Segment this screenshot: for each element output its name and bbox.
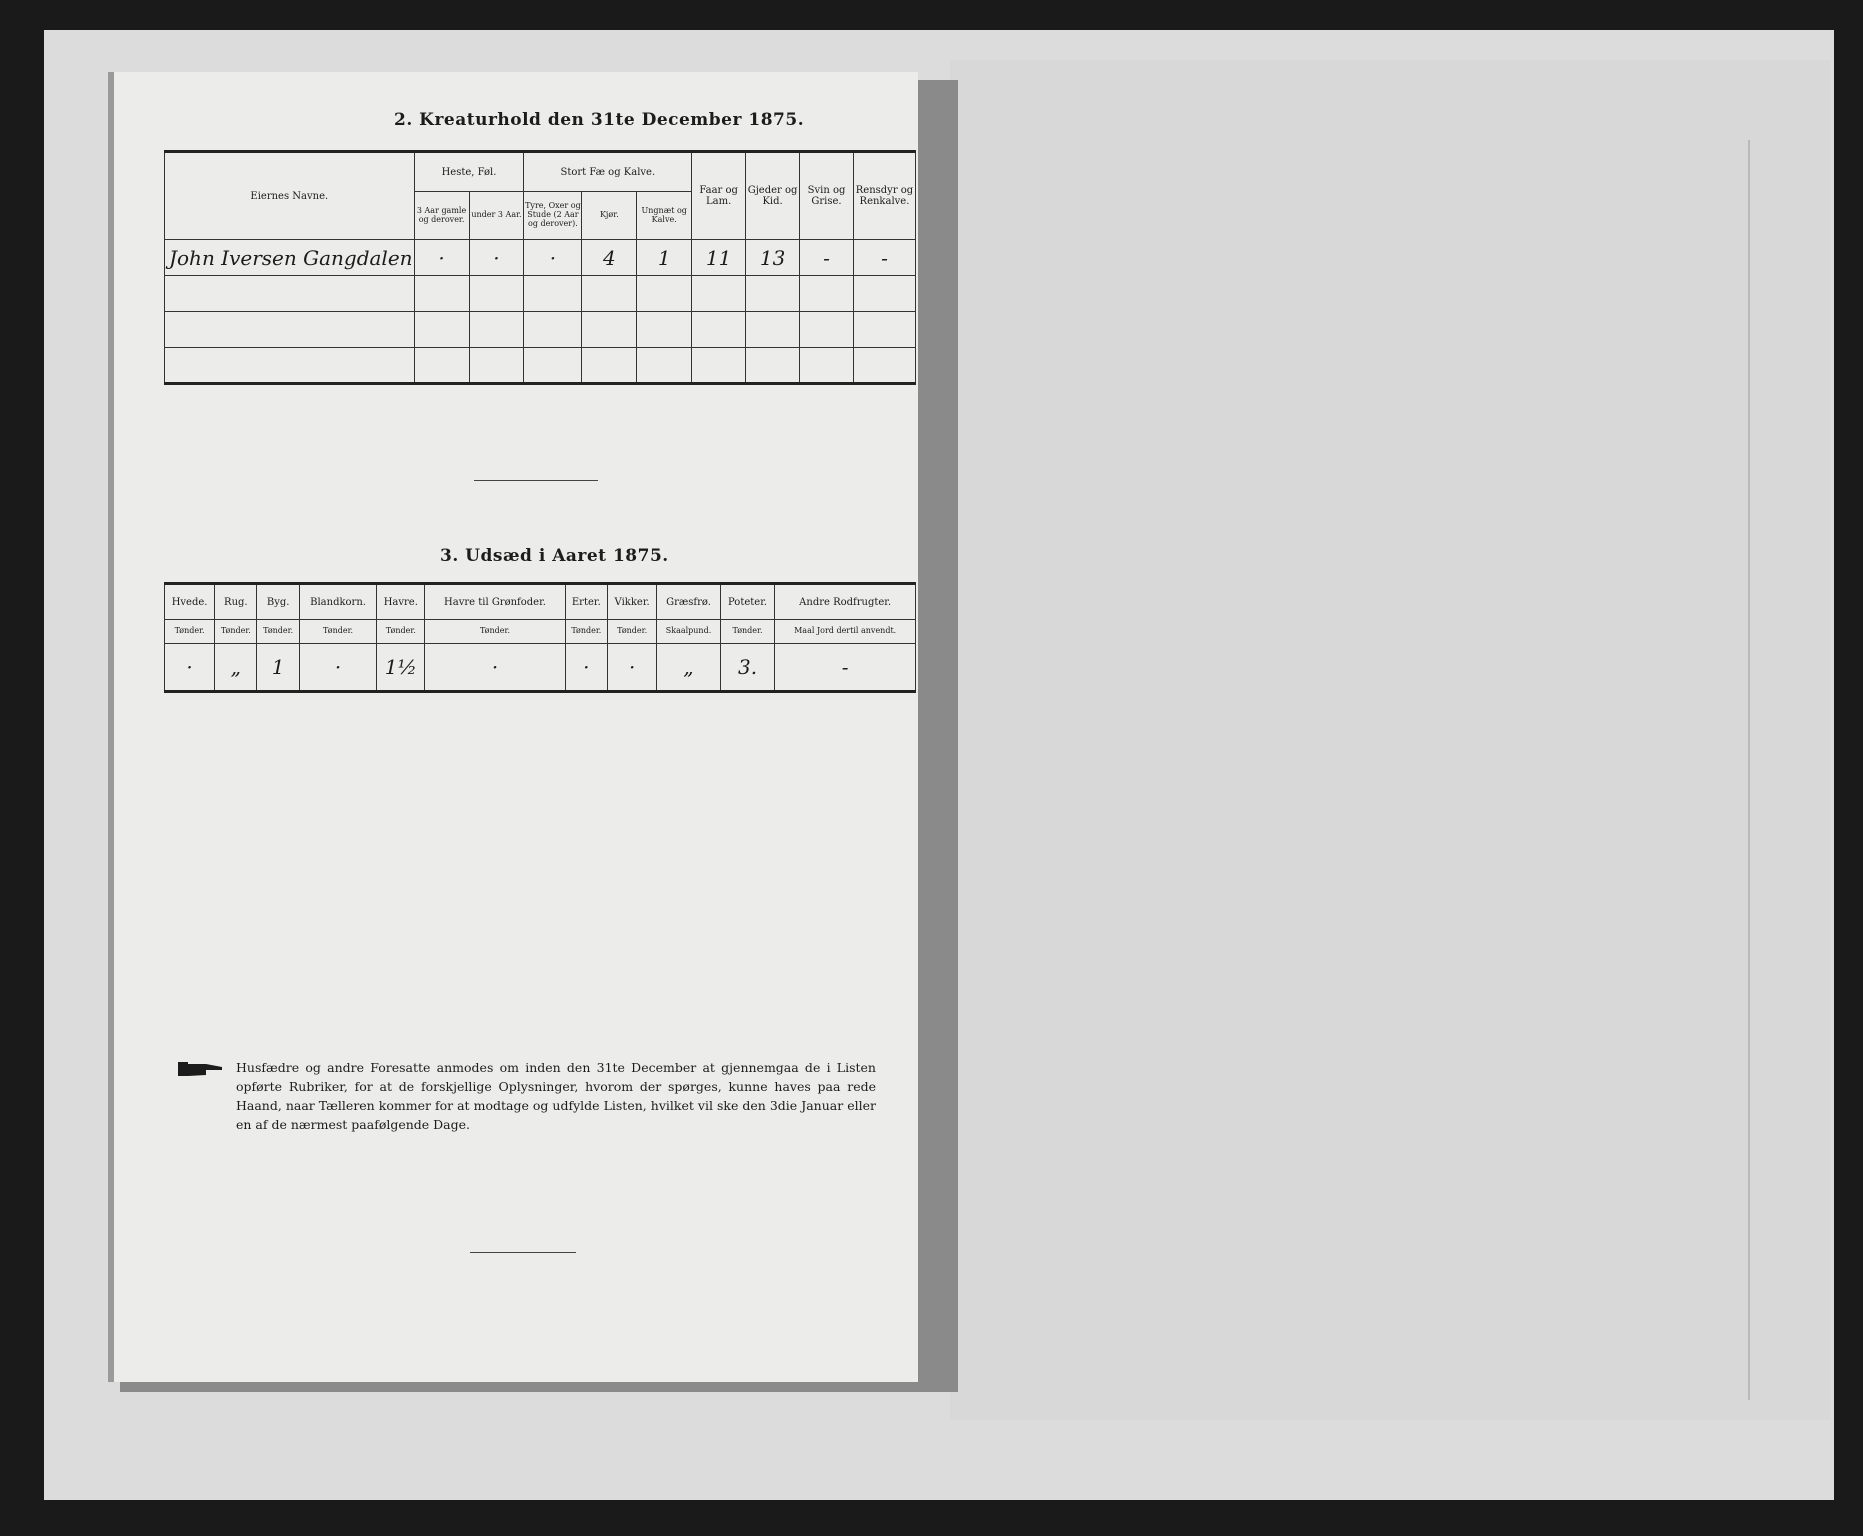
grass-seed-value: „ — [657, 644, 720, 692]
oats-value: 1½ — [377, 644, 425, 692]
cattle-group-header: Stort Fæ og Kalve. — [524, 152, 692, 192]
reindeer-header: Rensdyr og Renkalve. — [853, 152, 915, 240]
wheat-value: · — [165, 644, 215, 692]
empty-row — [165, 312, 916, 348]
notice-text: Husfædre og andre Foresatte anmodes om inden den 31te December at gjennemgaa de i Listen opførte Rubriker, for at de forskjellige Oplysninger, hvorom der spørges, kunne haves paa rede Haand, naar Tælleren kommer for at modtage og udfylde Listen, hvilket vil ske den 3die Januar eller en af de nærmest paafølgende Dage. — [236, 1060, 876, 1132]
horses-old-header: 3 Aar gamle og derover. — [414, 192, 469, 240]
census-form-page — [108, 72, 918, 1382]
livestock-table — [164, 150, 916, 385]
unit-label: Maal Jord dertil anvendt. — [775, 620, 916, 644]
vetch-header: Vikker. — [607, 584, 656, 620]
reindeer-cell: - — [853, 240, 915, 276]
green-fodder-oats-header: Havre til Grønfoder. — [425, 584, 565, 620]
grass-seed-header: Græsfrø. — [657, 584, 720, 620]
section2-title: 2. Kreaturhold den 31te December 1875. — [394, 110, 805, 130]
rye-header: Rug. — [215, 584, 257, 620]
section3-title: 3. Udsæd i Aaret 1875. — [440, 546, 669, 566]
cows-header: Kjør. — [582, 192, 637, 240]
sheep-header: Faar og Lam. — [692, 152, 746, 240]
peas-value: · — [565, 644, 607, 692]
unit-label: Skaalpund. — [657, 620, 720, 644]
closing-separator-line — [470, 1252, 576, 1253]
potatoes-value: 3. — [720, 644, 775, 692]
unit-label: Tønder. — [425, 620, 565, 644]
blank-right-page — [950, 60, 1830, 1420]
oats-header: Havre. — [377, 584, 425, 620]
horses-old-cell: · — [414, 240, 469, 276]
owner-cell: John Iversen Gangdalen — [165, 240, 415, 276]
pointing-hand-icon — [176, 1058, 226, 1080]
separator-line — [474, 480, 598, 481]
empty-row — [165, 348, 916, 384]
green-fodder-oats-value: · — [425, 644, 565, 692]
pigs-cell: - — [800, 240, 854, 276]
wheat-header: Hvede. — [165, 584, 215, 620]
peas-header: Erter. — [565, 584, 607, 620]
bulls-header: Tyre, Oxer og Stude (2 Aar og derover). — [524, 192, 582, 240]
unit-label: Tønder. — [720, 620, 775, 644]
root-crops-header: Andre Rodfrugter. — [775, 584, 916, 620]
sowing-unit-row — [165, 620, 916, 644]
young-cattle-header: Ungnæt og Kalve. — [637, 192, 692, 240]
owner-header: Eiernes Navne. — [165, 152, 415, 240]
bulls-cell: · — [524, 240, 582, 276]
sowing-table — [164, 582, 916, 693]
mixed-grain-header: Blandkorn. — [299, 584, 377, 620]
sowing-header-row — [165, 584, 916, 620]
young-cattle-cell: 1 — [637, 240, 692, 276]
unit-label: Tønder. — [299, 620, 377, 644]
unit-label: Tønder. — [607, 620, 656, 644]
cows-cell: 4 — [582, 240, 637, 276]
horses-group-header: Heste, Føl. — [414, 152, 524, 192]
unit-label: Tønder. — [165, 620, 215, 644]
potatoes-header: Poteter. — [720, 584, 775, 620]
pigs-header: Svin og Grise. — [800, 152, 854, 240]
barley-header: Byg. — [257, 584, 299, 620]
unit-label: Tønder. — [257, 620, 299, 644]
goats-header: Gjeder og Kid. — [746, 152, 800, 240]
barley-value: 1 — [257, 644, 299, 692]
unit-label: Tønder. — [215, 620, 257, 644]
page-edge-line — [1748, 140, 1750, 1400]
unit-label: Tønder. — [565, 620, 607, 644]
horses-young-cell: · — [469, 240, 524, 276]
goats-cell: 13 — [746, 240, 800, 276]
vetch-value: · — [607, 644, 656, 692]
rye-value: „ — [215, 644, 257, 692]
sheep-cell: 11 — [692, 240, 746, 276]
root-crops-value: - — [775, 644, 916, 692]
horses-young-header: under 3 Aar. — [469, 192, 524, 240]
sowing-value-row — [165, 644, 916, 692]
unit-label: Tønder. — [377, 620, 425, 644]
empty-row — [165, 276, 916, 312]
mixed-grain-value: · — [299, 644, 377, 692]
